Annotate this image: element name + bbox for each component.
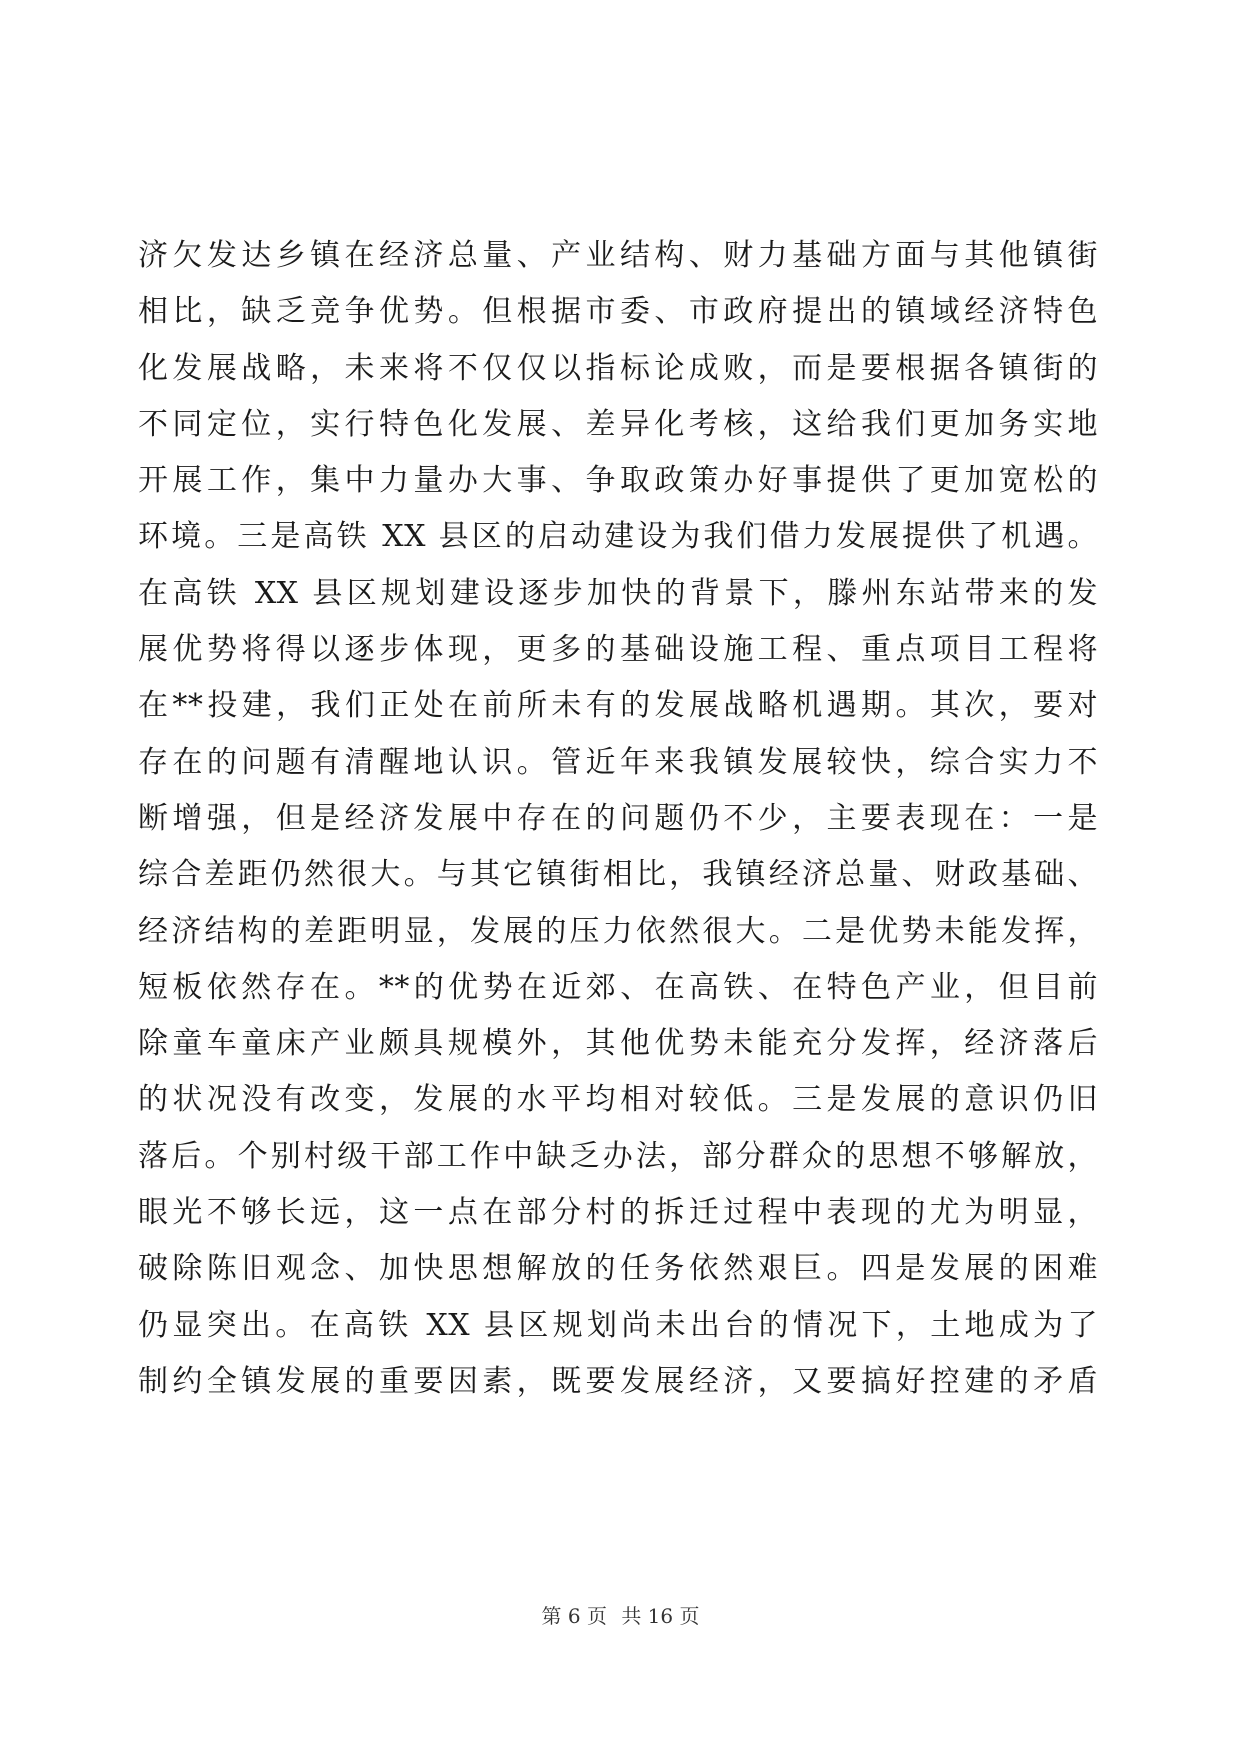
page-footer: [0, 1600, 1241, 1629]
text-line: 断增强，但是经济发展中存在的问题仍不少，主要表现在：一是: [138, 800, 1098, 836]
text-line: 仍显突出。在高铁 XX 县区规划尚未出台的情况下，土地成为了: [138, 1307, 1098, 1343]
text-line: 破除陈旧观念、加快思想解放的任务依然艰巨。四是发展的困难: [138, 1251, 1098, 1287]
text-line: 在**投建，我们正处在前所未有的发展战略机遇期。其次，要对: [138, 688, 1098, 724]
text-line: 展优势将得以逐步体现，更多的基础设施工程、重点项目工程将: [138, 632, 1098, 668]
text-line: 落后。个别村级干部工作中缺乏办法，部分群众的思想不够解放，: [138, 1138, 1098, 1174]
text-line: 眼光不够长远，这一点在部分村的拆迁过程中表现的尤为明显，: [138, 1195, 1098, 1231]
text-line: 不同定位，实行特色化发展、差异化考核，这给我们更加务实地: [138, 406, 1098, 442]
text-line: 环境。三是高铁 XX 县区的启动建设为我们借力发展提供了机遇。: [138, 519, 1098, 555]
text-line: 相比，缺乏竞争优势。但根据市委、市政府提出的镇域经济特色: [138, 294, 1098, 330]
text-line: 除童车童床产业颇具规模外，其他优势未能充分发挥，经济落后: [138, 1026, 1098, 1062]
text-line: 短板依然存在。**的优势在近郊、在高铁、在特色产业，但目前: [138, 969, 1098, 1005]
text-line: 综合差距仍然很大。与其它镇街相比，我镇经济总量、财政基础、: [138, 857, 1098, 893]
text-line: 存在的问题有清醒地认识。管近年来我镇发展较快，综合实力不: [138, 744, 1098, 780]
text-line: 济欠发达乡镇在经济总量、产业结构、财力基础方面与其他镇街: [138, 238, 1098, 273]
text-line: 开展工作，集中力量办大事、争取政策办好事提供了更加宽松的: [138, 463, 1098, 499]
body-text: [138, 228, 1098, 1410]
text-line: 制约全镇发展的重要因素，既要发展经济，又要搞好控建的矛盾: [138, 1363, 1098, 1399]
text-line: 经济结构的差距明显，发展的压力依然很大。二是优势未能发挥，: [138, 913, 1098, 949]
text-line: 的状况没有改变，发展的水平均相对较低。三是发展的意识仍旧: [138, 1082, 1098, 1118]
page-total: 共 16 页: [621, 1604, 700, 1628]
text-line: 化发展战略，未来将不仅仅以指标论成败，而是要根据各镇街的: [138, 350, 1098, 386]
text-line: 在高铁 XX 县区规划建设逐步加快的背景下，滕州东站带来的发: [138, 575, 1098, 611]
page-number: 第 6 页: [541, 1604, 607, 1628]
